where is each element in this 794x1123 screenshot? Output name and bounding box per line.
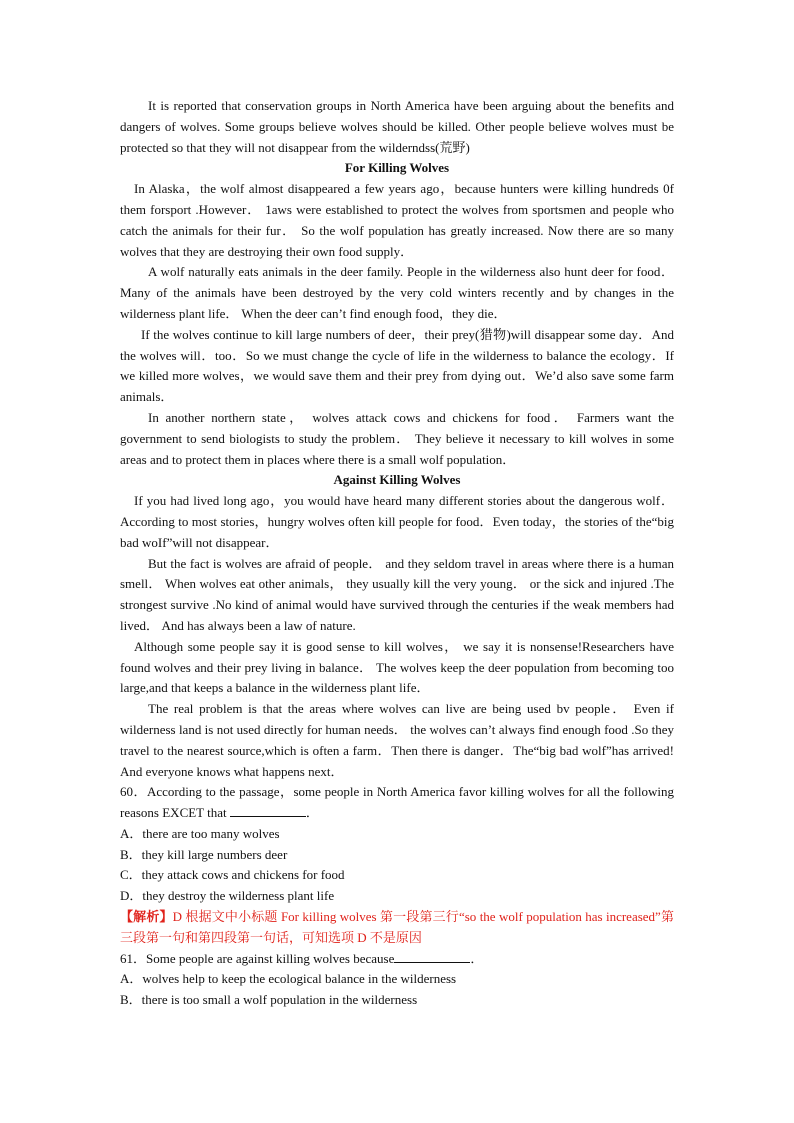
answer-blank-61[interactable] bbox=[394, 950, 470, 963]
against-paragraph-4: The real problem is that the areas where wolves can live are being used bv people． Even if wilderness land is not used directly for human needs． the wolves can’t always find enough food .So they travel to the nearest source,which is often a farm．Then there is danger．The“big bad wolf”has arrived! And everyone knows what happens next． bbox=[120, 701, 674, 779]
question-60-end: ． bbox=[305, 805, 319, 821]
intro-paragraph: It is reported that conservation groups in North America have been arguing about the benefits and dangers of wolves. Some groups believe wolves should be killed. Other people believe wolves must be protected so that they will not disappear from the wilderndss(荒野) bbox=[120, 98, 674, 155]
against-paragraph-1: If you had lived long ago，you would have heard many different stories about the dangerous wolf．According to most stories，hungry wolves often kill people for food．Even today，the stories of the“big bad woIf”will not disappear． bbox=[120, 493, 674, 550]
analysis-tag: 【解析】 bbox=[120, 909, 173, 925]
document-page bbox=[120, 96, 674, 1011]
against-paragraph-2: But the fact is wolves are afraid of people． and they seldom travel in areas where there is a human smell． When wolves eat other animals， they usually kill the very young． or the sick and injured .The strongest survive .No kind of animal would have survived through the centuries if the weak members had lived． And has always been a law of nature. bbox=[120, 555, 674, 633]
for-paragraph-4: In another northern state， wolves attack cows and chickens for food． Farmers want the government to send biologists to study the problem． They believe it necessary to kill wolves in some areas and to protect them in places where there is a small wolf population． bbox=[120, 409, 674, 467]
question-60-option-b: B．they kill large numbers deer bbox=[120, 846, 288, 862]
question-60-option-a: A．there are too many wolves bbox=[120, 825, 280, 841]
for-paragraph-3: If the wolves continue to kill large numbers of deer，their prey(猎物)will disappear some day．And the wolves will．too．So we must change the cycle of life in the wilderness to balance the ecology．If we killed more wolves，we would save them and their prey from dying out．We’d also save some farm animals． bbox=[120, 326, 674, 405]
against-paragraph-3: Although some people say it is good sense to kill wolves， we say it is nonsense!Researchers have found wolves and their prey living in balance． The wolves keep the deer population from becoming too large,and that keeps a balance in the wilderness plant life． bbox=[120, 638, 674, 696]
section-heading-for: For Killing Wolves bbox=[344, 160, 450, 176]
analysis-60 bbox=[120, 907, 674, 949]
analysis-text: D 根据文中小标题 For killing wolves 第一段第三行“so the wolf population has increased”第三段第一句和第四段第一句话，可知选项 D 不是原因 bbox=[120, 909, 674, 945]
question-60-text: 60．According to the passage，some people in North America favor killing wolves for all the following reasons EXCET that bbox=[120, 784, 674, 821]
question-61-option-b: B．there is too small a wolf population in the wilderness bbox=[120, 992, 418, 1008]
answer-blank-60[interactable] bbox=[230, 804, 306, 817]
for-paragraph-1: In Alaska，the wolf almost disappeared a few years ago，because hunters were killing hundreds 0f them forsport .However． 1aws were established to protect the wolves from sportsmen and people who catch the animals for their fur． So the wolf population has greatly increased. Now there are so many wolves that they are destroying their own food supply． bbox=[120, 181, 674, 259]
for-paragraph-2: A wolf naturally eats animals in the deer family. People in the wilderness also hunt deer for food．Many of the animals have been destroyed by the very cold winters recently and by changes in the wilderness plant life． When the deer can’t find enough food，they die． bbox=[120, 264, 674, 321]
question-60-option-d: D．they destroy the wilderness plant life bbox=[120, 888, 335, 904]
question-61-end: ． bbox=[470, 950, 484, 966]
question-60-stem bbox=[120, 782, 674, 824]
section-heading-against: Against Killing Wolves bbox=[333, 472, 461, 488]
question-61-option-a: A．wolves help to keep the ecological balance in the wilderness bbox=[120, 971, 457, 987]
question-60-option-c: C．they attack cows and chickens for food bbox=[120, 867, 345, 883]
question-61-text: 61．Some people are against killing wolves because bbox=[120, 950, 395, 966]
question-61-stem bbox=[120, 949, 674, 970]
